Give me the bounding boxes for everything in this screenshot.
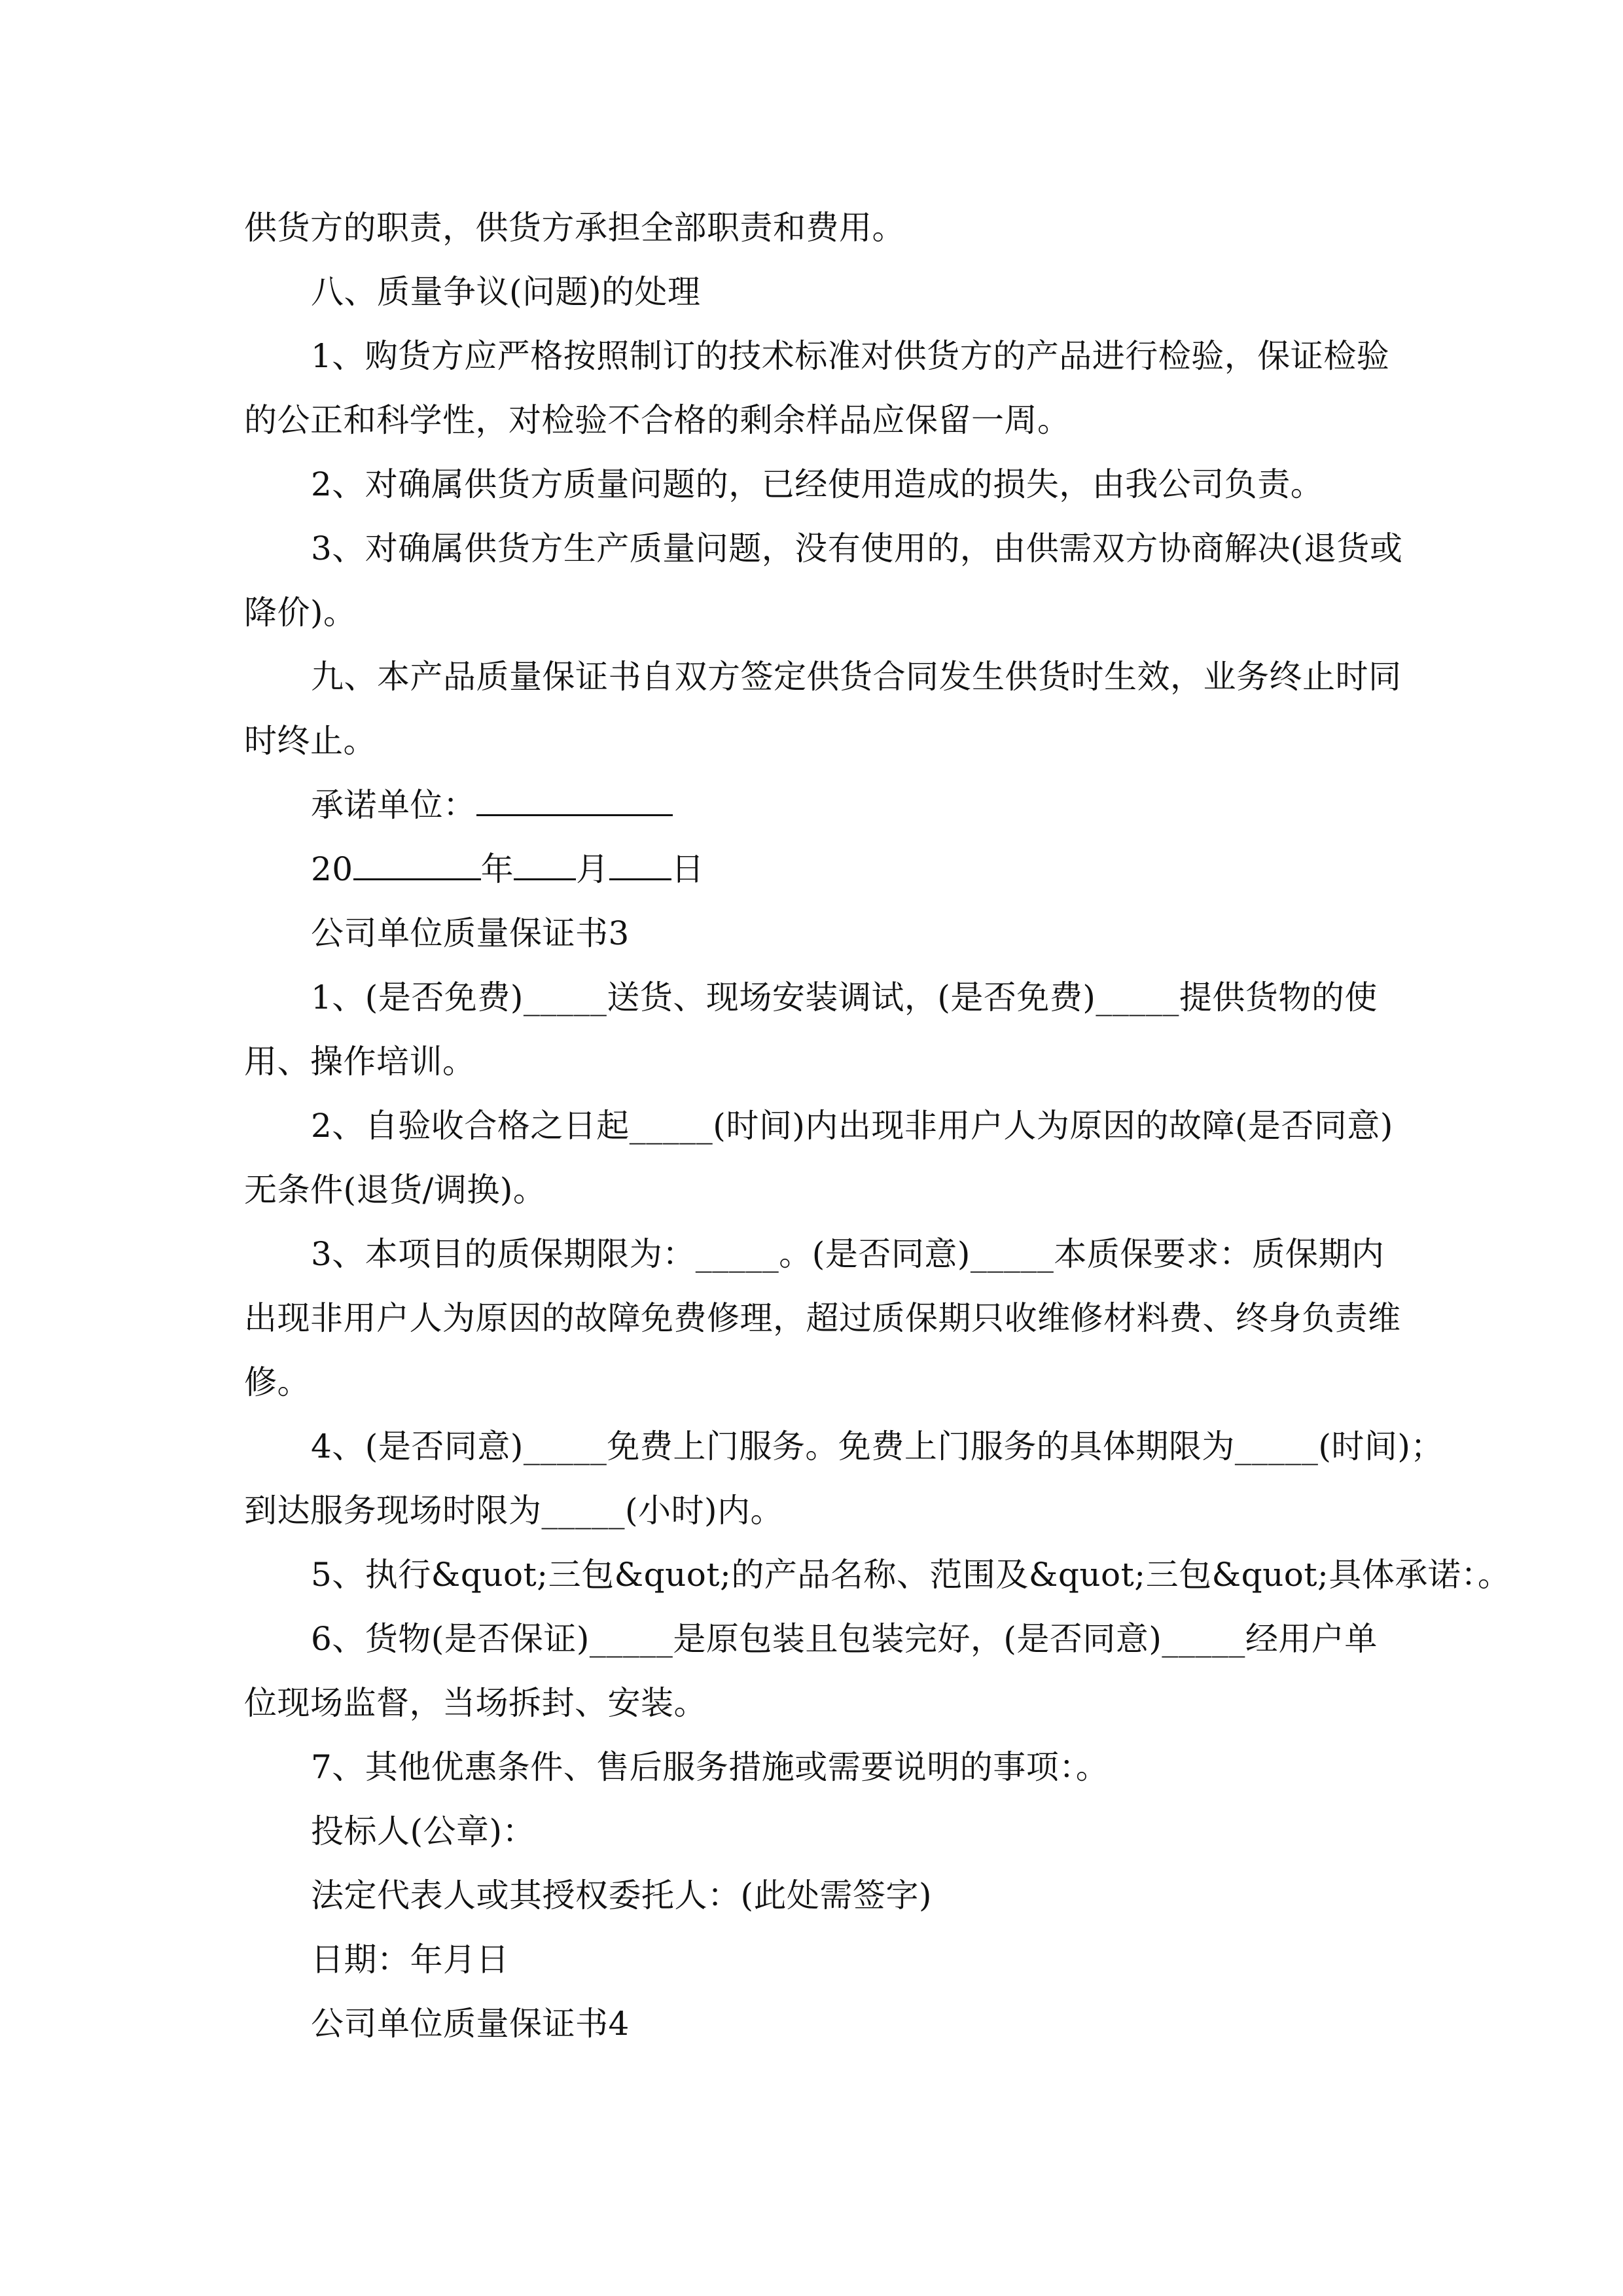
date-year-prefix: 20 <box>311 850 353 888</box>
date-year-label: 年 <box>480 850 514 888</box>
paragraph-line: 降价)。 <box>244 594 357 632</box>
date-month-blank <box>514 850 576 880</box>
paragraph-line: 3、对确属供货方生产质量问题，没有使用的，由供需双方协商解决(退货或 <box>311 529 1403 567</box>
signature-unit-label: 承诺单位： <box>311 786 476 824</box>
paragraph-line: 1、(是否免费)_____送货、现场安装调试，(是否免费)_____提供货物的使 <box>311 978 1378 1016</box>
paragraph-line: 修。 <box>244 1363 310 1401</box>
paragraph-line: 供货方的职责，供货方承担全部职责和费用。 <box>244 209 905 247</box>
section-title: 公司单位质量保证书3 <box>311 914 630 952</box>
paragraph-line: 2、对确属供货方质量问题的，已经使用造成的损失，由我公司负责。 <box>311 465 1324 503</box>
representative-line: 法定代表人或其授权委托人：(此处需签字) <box>311 1876 933 1914</box>
paragraph-line: 出现非用户人为原因的故障免费修理，超过质保期只收维修材料费、终身负责维 <box>244 1299 1401 1337</box>
section-title: 公司单位质量保证书4 <box>311 2005 630 2043</box>
paragraph-line: 6、货物(是否保证)_____是原包装且包装完好，(是否同意)_____经用户单 <box>311 1620 1378 1658</box>
paragraph-line: 到达服务现场时限为_____(小时)内。 <box>244 1492 784 1530</box>
paragraph-line: 4、(是否同意)_____免费上门服务。免费上门服务的具体期限为_____(时间)； <box>311 1427 1444 1465</box>
paragraph-line: 1、购货方应严格按照制订的技术标准对供货方的产品进行检验，保证检验 <box>311 337 1390 375</box>
date-day-blank <box>609 850 671 880</box>
paragraph-line: 位现场监督，当场拆封、安装。 <box>244 1684 707 1722</box>
date-year-blank <box>353 850 481 880</box>
date-line <box>311 850 704 889</box>
paragraph-line: 的公正和科学性，对检验不合格的剩余样品应保留一周。 <box>244 401 1071 439</box>
paragraph-line: 时终止。 <box>244 722 376 760</box>
section-heading: 八、质量争议(问题)的处理 <box>311 273 701 311</box>
paragraph-line: 用、操作培训。 <box>244 1043 476 1081</box>
paragraph-line: 5、执行&quot;三包&quot;的产品名称、范围及&quot;三包&quot;具体承诺：。 <box>311 1556 1511 1594</box>
paragraph-line: 2、自验收合格之日起_____(时间)内出现非用户人为原因的故障(是否同意) <box>311 1107 1393 1145</box>
date-text-line: 日期：年月日 <box>311 1941 509 1979</box>
signature-unit-blank <box>476 785 673 816</box>
paragraph-line: 7、其他优惠条件、售后服务措施或需要说明的事项：。 <box>311 1748 1109 1786</box>
paragraph-line: 3、本项目的质保期限为：_____。(是否同意)_____本质保要求：质保期内 <box>311 1235 1385 1273</box>
date-month-label: 月 <box>576 850 609 888</box>
signature-unit-line <box>311 785 673 825</box>
paragraph-line: 九、本产品质量保证书自双方签定供货合同发生供货时生效，业务终止时同 <box>311 658 1402 696</box>
bidder-seal-line: 投标人(公章)： <box>311 1812 536 1850</box>
date-day-label: 日 <box>671 850 705 888</box>
paragraph-line: 无条件(退货/调换)。 <box>244 1171 546 1209</box>
